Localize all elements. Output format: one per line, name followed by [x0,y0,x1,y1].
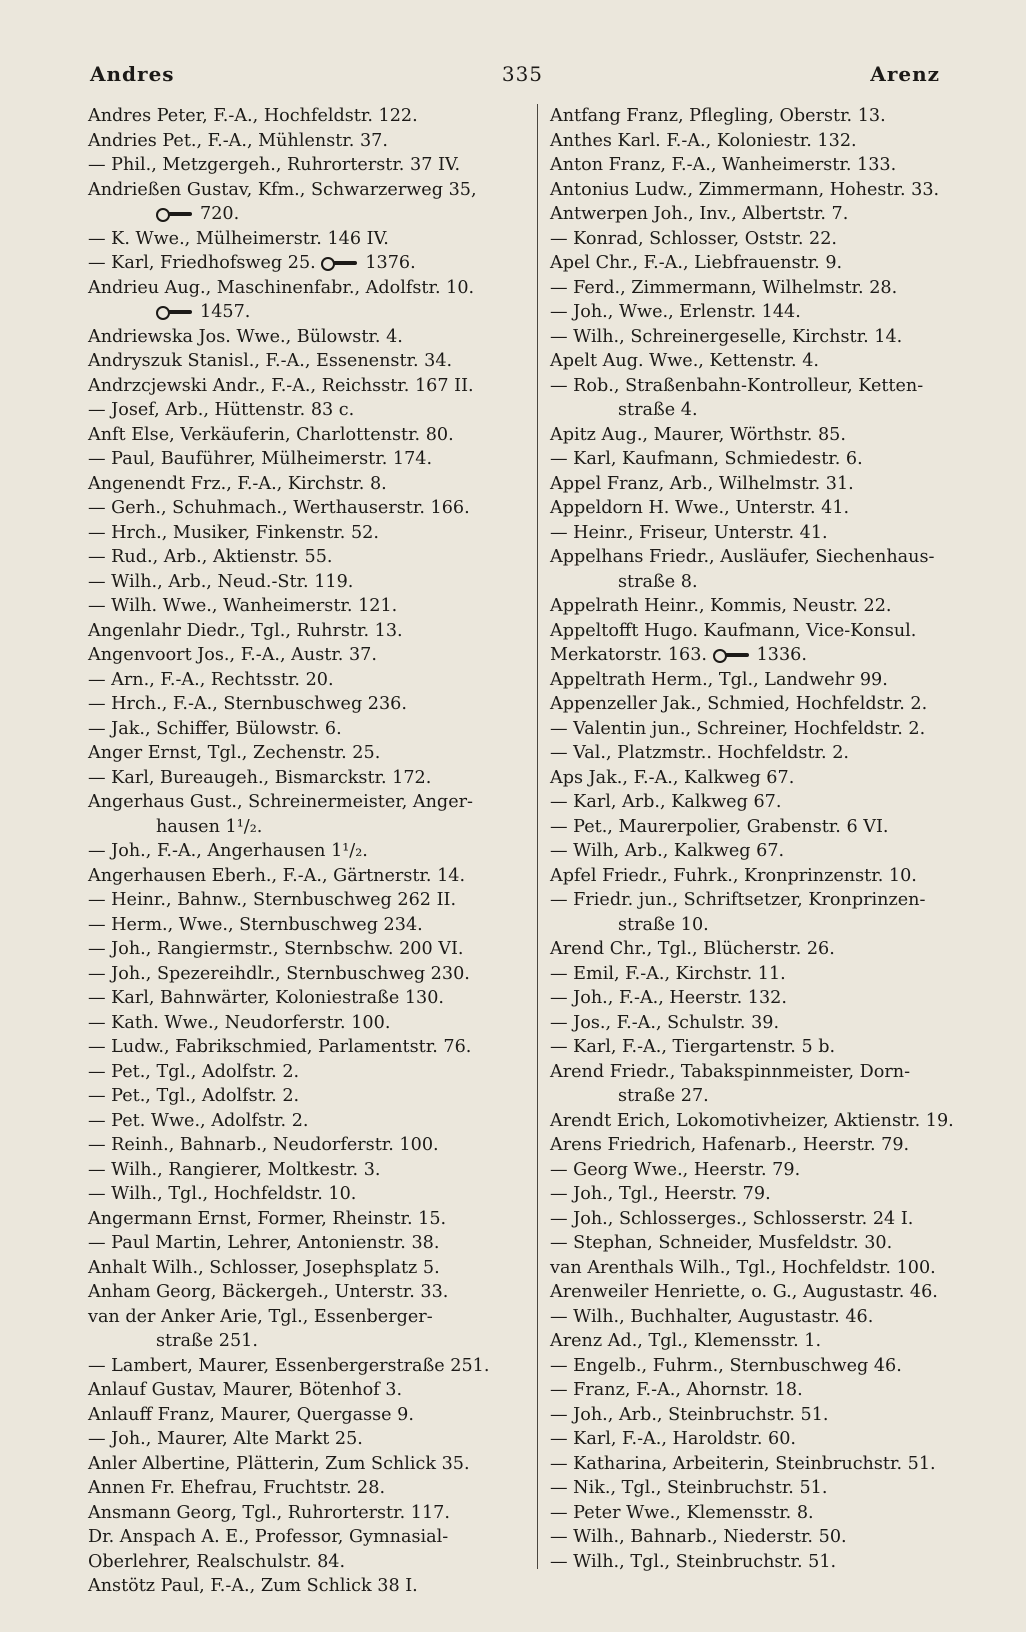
directory-entry: Anger Ernst, Tgl., Zechenstr. 25. [88,743,381,763]
directory-entry: Appelhans Friedr., Ausläufer, Siechenhaus- [550,547,935,567]
directory-entry: Angerhaus Gust., Schreinermeister, Anger- [88,792,473,812]
directory-entry: Anthes Karl. F.-A., Koloniestr. 132. [550,130,857,151]
directory-entry: — Karl, Bureaugeh., Bismarckstr. 172. [88,767,432,788]
directory-entry: — Kath. Wwe., Neudorferstr. 100. [88,1012,391,1033]
directory-entry: Dr. Anspach A. E., Professor, Gymnasial- [88,1527,449,1547]
directory-entry: Merkatorstr. 163. 1336. [550,645,807,665]
directory-entry: — Karl, Bahnwärter, Koloniestraße 130. [88,988,445,1008]
directory-entry: — Jos., F.-A., Schulstr. 39. [550,1012,780,1033]
directory-entry: 1457. [88,300,512,325]
header-right-keyword: Arenz [870,62,940,86]
directory-entry: — Jak., Schiffer, Bülowstr. 6. [88,718,342,739]
directory-entry: straße 10. [618,914,709,935]
directory-entry: Antfang Franz, Pflegling, Oberstr. 13. [550,106,886,126]
directory-entry: Andrießen Gustav, Kfm., Schwarzerweg 35, [88,179,477,200]
directory-entry: Andrieu Aug., Maschinenfabr., Adolfstr. 10. [88,277,475,298]
directory-entry: Angenlahr Diedr., Tgl., Ruhrstr. 13. [88,620,403,641]
directory-entry: Arenweiler Henriette, o. G., Augustastr. 46. [550,1282,938,1302]
directory-entry: — Paul, Bauführer, Mülheimerstr. 174. [88,449,433,469]
directory-entry: Andries Pet., F.-A., Mühlenstr. 37. [88,130,388,151]
directory-entry: — Joh., Wwe., Erlenstr. 144. [550,302,801,322]
directory-entry: — Wilh., Arb., Neud.-Str. 119. [88,571,354,592]
directory-entry: straße 4. [618,400,698,420]
directory-entry: — Reinh., Bahnarb., Neudorferstr. 100. [88,1135,439,1155]
directory-entry: — Josef, Arb., Hüttenstr. 83 c. [88,400,355,420]
directory-entry: Annen Fr. Ehefrau, Fruchtstr. 28. [88,1478,386,1498]
directory-entry: — Karl, Friedhofsweg 25. 1376. [88,253,416,273]
directory-entry: straße 27. [618,1086,709,1106]
directory-entry: — Heinr., Bahnw., Sternbuschweg 262 II. [88,890,457,910]
directory-entry: — Karl, Arb., Kalkweg 67. [550,792,782,812]
directory-entry: — Pet. Wwe., Adolfstr. 2. [88,1110,309,1131]
directory-entry: hausen 1¹/₂. [156,816,263,837]
directory-entry: — Wilh, Arb., Kalkweg 67. [550,841,785,861]
directory-entry: Arens Friedrich, Hafenarb., Heerstr. 79. [550,1135,910,1155]
directory-entry: — Ludw., Fabrikschmied, Parlamentstr. 76. [88,1037,472,1057]
directory-entry: — Engelb., Fuhrm., Sternbuschweg 46. [550,1355,902,1376]
directory-entry: Andres Peter, F.-A., Hochfeldstr. 122. [88,106,418,126]
directory-entry: Appenzeller Jak., Schmied, Hochfeldstr. 2. [550,694,928,714]
directory-entry: — Peter Wwe., Klemensstr. 8. [550,1502,814,1523]
page-number: 335 [501,62,544,86]
right-column [550,104,974,1574]
left-column [88,104,512,1599]
directory-entry: Ansmann Georg, Tgl., Ruhrorterstr. 117. [88,1502,450,1523]
directory-entry: — Wilh., Buchhalter, Augustastr. 46. [550,1306,874,1327]
directory-entry: — Franz, F.-A., Ahornstr. 18. [550,1380,803,1400]
directory-entry: Appel Franz, Arb., Wilhelmstr. 31. [550,473,854,494]
directory-entry: Andriewska Jos. Wwe., Bülowstr. 4. [88,326,403,347]
directory-entry: Appeltrath Herm., Tgl., Landwehr 99. [550,669,888,690]
directory-entry: Angenendt Frz., F.-A., Kirchstr. 8. [88,473,387,494]
directory-entry: — Rob., Straßenbahn-Kontrolleur, Ketten- [550,375,924,396]
directory-entry: — Paul Martin, Lehrer, Antonienstr. 38. [88,1233,440,1253]
directory-entry: — Katharina, Arbeiterin, Steinbruchstr. 51. [550,1453,936,1474]
directory-entry: Angermann Ernst, Former, Rheinstr. 15. [88,1208,447,1229]
header-left-keyword: Andres [90,62,175,86]
telephone-icon [321,256,359,270]
directory-entry: Anler Albertine, Plätterin, Zum Schlick 35. [88,1453,470,1474]
telephone-icon [156,207,194,221]
directory-entry: van der Anker Arie, Tgl., Essenberger- [88,1306,433,1327]
directory-entry: — Joh., F.-A., Heerstr. 132. [550,988,787,1008]
page-header [90,62,940,94]
directory-entry: Arendt Erich, Lokomotivheizer, Aktienstr. 19. [550,1110,954,1131]
directory-entry: Anlauf Gustav, Maurer, Bötenhof 3. [88,1380,403,1400]
directory-entry: Arend Chr., Tgl., Blücherstr. 26. [550,939,835,959]
directory-entry: Anton Franz, F.-A., Wanheimerstr. 133. [550,155,897,175]
directory-entry: — Joh., Tgl., Heerstr. 79. [550,1184,771,1204]
directory-entry: Andrzcjewski Andr., F.-A., Reichsstr. 167 II. [88,375,474,396]
directory-entry: — Emil, F.-A., Kirchstr. 11. [550,963,786,984]
directory-entry: Arend Friedr., Tabakspinnmeister, Dorn- [550,1061,911,1082]
directory-entry: — Joh., Spezereihdlr., Sternbuschweg 230. [88,963,470,984]
directory-entry: — Georg Wwe., Heerstr. 79. [550,1159,801,1180]
directory-entry: — Herm., Wwe., Sternbuschweg 234. [88,914,423,935]
directory-entry: Anlauff Franz, Maurer, Quergasse 9. [88,1404,414,1425]
directory-entry: Apelt Aug. Wwe., Kettenstr. 4. [550,351,819,371]
directory-entry: Oberlehrer, Realschulstr. 84. [88,1551,346,1572]
directory-entry: — Joh., F.-A., Angerhausen 1¹/₂. [88,841,368,861]
directory-entry: Appeltofft Hugo. Kaufmann, Vice-Konsul. [550,620,917,641]
directory-entry: — Wilh., Tgl., Hochfeldstr. 10. [88,1184,357,1204]
directory-entry: Anham Georg, Bäckergeh., Unterstr. 33. [88,1282,449,1302]
directory-entry: — Friedr. jun., Schriftsetzer, Kronprinzen- [550,890,926,910]
directory-entry: — Val., Platzmstr.. Hochfeldstr. 2. [550,743,849,763]
directory-entry: Antwerpen Joh., Inv., Albertstr. 7. [550,204,849,224]
directory-entry: — K. Wwe., Mülheimerstr. 146 IV. [88,228,389,249]
directory-entry: — Joh., Rangiermstr., Sternbschw. 200 VI. [88,939,464,959]
directory-entry: straße 8. [618,571,698,592]
directory-entry: — Pet., Tgl., Adolfstr. 2. [88,1086,300,1106]
directory-entry: — Ferd., Zimmermann, Wilhelmstr. 28. [550,277,898,298]
directory-entry: — Heinr., Friseur, Unterstr. 41. [550,522,828,543]
directory-entry: Andryszuk Stanisl., F.-A., Essenenstr. 34. [88,351,453,371]
directory-entry: 720. [88,202,512,227]
directory-entry: — Karl, F.-A., Tiergartenstr. 5 b. [550,1037,836,1057]
directory-entry: Apel Chr., F.-A., Liebfrauenstr. 9. [550,253,843,273]
directory-entry: — Hrch., F.-A., Sternbuschweg 236. [88,694,407,714]
directory-entry: — Valentin jun., Schreiner, Hochfeldstr. 2. [550,718,926,739]
directory-entry: — Konrad, Schlosser, Oststr. 22. [550,228,837,249]
directory-entry: — Pet., Tgl., Adolfstr. 2. [88,1061,300,1082]
directory-entry: — Lambert, Maurer, Essenbergerstraße 251. [88,1355,490,1376]
directory-entry: — Phil., Metzgergeh., Ruhrorterstr. 37 IV. [88,155,461,175]
directory-entry: — Karl, F.-A., Haroldstr. 60. [550,1429,796,1449]
directory-entry: — Wilh., Schreinergeselle, Kirchstr. 14. [550,326,903,347]
directory-entry: — Wilh. Wwe., Wanheimerstr. 121. [88,596,398,616]
directory-entry: Angerhausen Eberh., F.-A., Gärtnerstr. 14. [88,865,466,886]
directory-entry: — Nik., Tgl., Steinbruchstr. 51. [550,1478,828,1498]
directory-entry: — Karl, Kaufmann, Schmiedestr. 6. [550,449,863,469]
directory-entry: Apfel Friedr., Fuhrk., Kronprinzenstr. 10. [550,865,917,886]
directory-entry: — Joh., Maurer, Alte Markt 25. [88,1429,363,1449]
directory-entry: Antonius Ludw., Zimmermann, Hohestr. 33. [550,179,940,200]
directory-entry: — Rud., Arb., Aktienstr. 55. [88,547,333,567]
directory-entry: Anft Else, Verkäuferin, Charlottenstr. 80. [88,424,454,445]
directory-entry: — Gerh., Schuhmach., Werthauserstr. 166. [88,498,470,518]
telephone-icon [713,648,751,662]
directory-entry: Apitz Aug., Maurer, Wörthstr. 85. [550,424,846,445]
directory-entry: — Wilh., Tgl., Steinbruchstr. 51. [550,1551,837,1572]
directory-entry: — Joh., Schlosserges., Schlosserstr. 24 I. [550,1208,914,1229]
directory-entry: van Arenthals Wilh., Tgl., Hochfeldstr. 100. [550,1257,936,1278]
column-divider [537,104,538,1569]
directory-entry: Anhalt Wilh., Schlosser, Josephsplatz 5. [88,1257,440,1278]
directory-entry: straße 251. [156,1331,258,1351]
directory-entry: — Pet., Maurerpolier, Grabenstr. 6 VI. [550,816,889,837]
directory-entry: — Stephan, Schneider, Musfeldstr. 30. [550,1233,893,1253]
directory-entry: Aps Jak., F.-A., Kalkweg 67. [550,767,795,788]
directory-entry: — Joh., Arb., Steinbruchstr. 51. [550,1404,829,1425]
directory-entry: Angenvoort Jos., F.-A., Austr. 37. [88,645,377,665]
directory-entry: — Arn., F.-A., Rechtsstr. 20. [88,669,334,690]
directory-entry: — Wilh., Rangierer, Moltkestr. 3. [88,1159,381,1180]
directory-entry: Anstötz Paul, F.-A., Zum Schlick 38 I. [88,1576,418,1596]
telephone-icon [156,305,194,319]
directory-entry: — Hrch., Musiker, Finkenstr. 52. [88,522,379,543]
directory-entry: Appeldorn H. Wwe., Unterstr. 41. [550,498,850,518]
directory-entry: — Wilh., Bahnarb., Niederstr. 50. [550,1527,847,1547]
directory-entry: Appelrath Heinr., Kommis, Neustr. 22. [550,596,892,616]
directory-entry: Arenz Ad., Tgl., Klemensstr. 1. [550,1331,822,1351]
